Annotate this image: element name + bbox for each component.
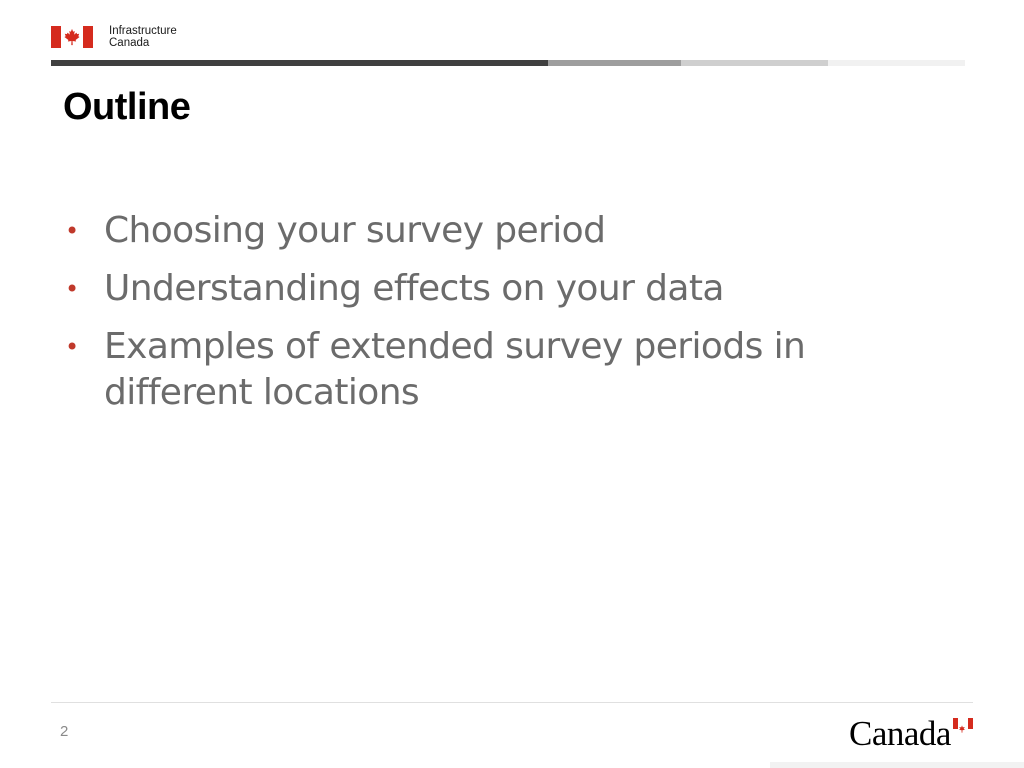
footer-divider	[51, 702, 973, 703]
bottom-strip	[770, 762, 1024, 768]
bullet-list	[65, 208, 915, 428]
bullet-item	[65, 324, 915, 416]
bullet-dot-icon: •	[65, 275, 79, 303]
wordmark-flag-icon	[953, 718, 973, 729]
bullet-dot-icon: •	[65, 217, 79, 245]
bullet-text: Understanding effects on your data	[104, 268, 724, 309]
department-name	[109, 25, 177, 49]
bullet-item	[65, 208, 915, 254]
header-rule	[51, 60, 965, 66]
page-number: 2	[60, 723, 69, 740]
canada-wordmark: Canada	[849, 714, 951, 753]
slide-title: Outline	[63, 86, 191, 128]
department-line-2: Canada	[109, 37, 150, 49]
bullet-item	[65, 266, 915, 312]
department-signature	[51, 25, 177, 49]
department-line-1: Infrastructure	[109, 25, 177, 37]
canada-flag-icon	[51, 26, 93, 48]
bullet-dot-icon: •	[65, 333, 79, 361]
bullet-text: Examples of extended survey periods in different locations	[104, 326, 806, 413]
bullet-text: Choosing your survey period	[104, 210, 606, 251]
